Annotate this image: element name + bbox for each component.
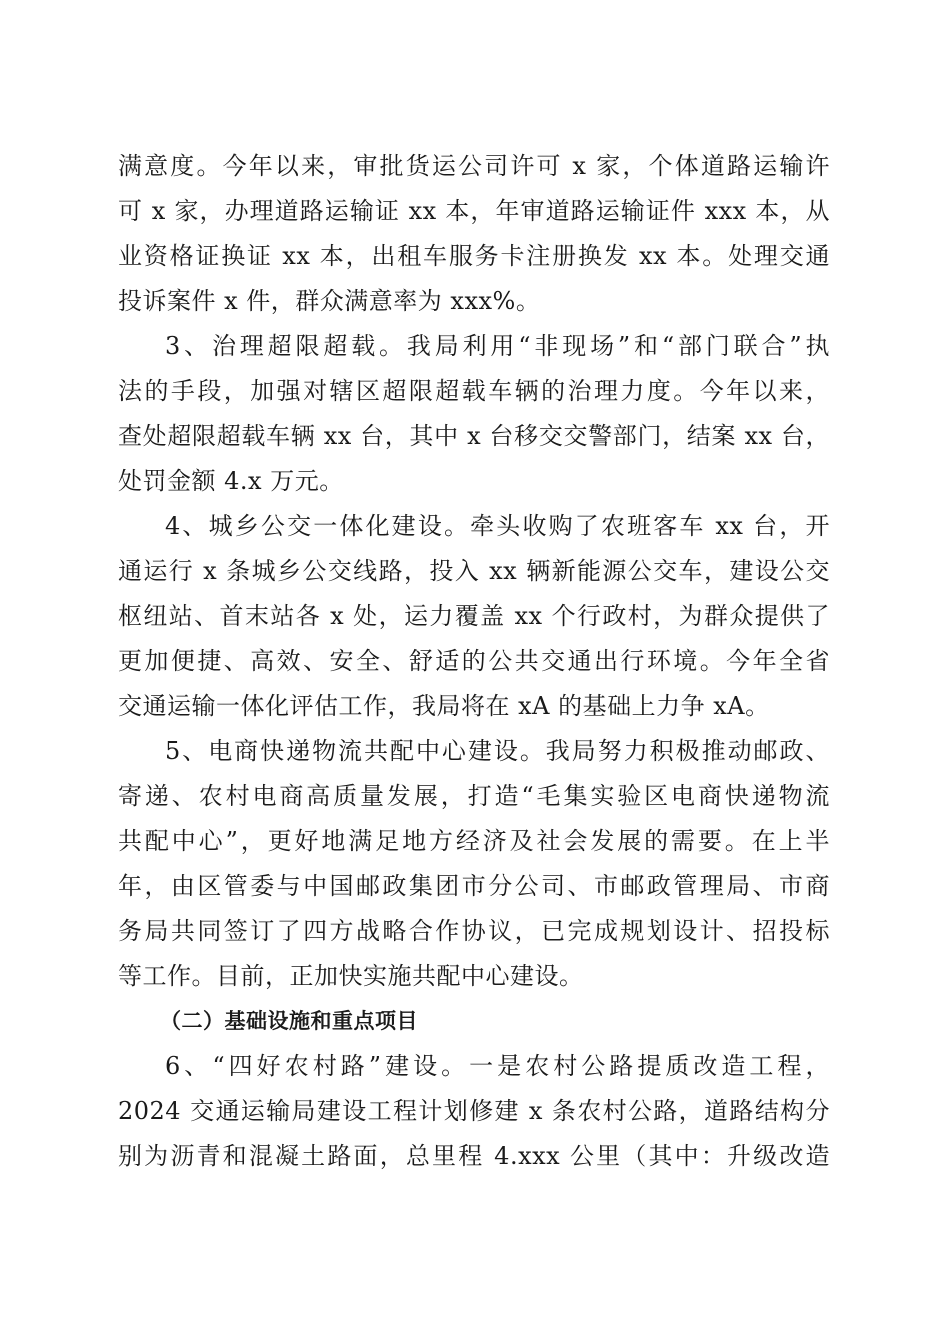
paragraph-4-first-line: 4、城乡公交一体化建设。牵头收购了农班客车 xx 台，开 — [165, 512, 830, 540]
text-line: 法的手段，加强对辖区超限超载车辆的治理力度。今年以来， — [118, 377, 830, 405]
text-line: 务局共同签订了四方战略合作协议，已完成规划设计、招投标 — [118, 917, 830, 945]
text-line: 别为沥青和混凝土路面，总里程 4.xxx 公里（其中：升级改造 — [118, 1142, 830, 1170]
text-line: 2024 交通运输局建设工程计划修建 x 条农村公路，道路结构分 — [118, 1097, 830, 1125]
text-line: 年，由区管委与中国邮政集团市分公司、市邮政管理局、市商 — [118, 872, 830, 900]
section-heading: （二）基础设施和重点项目 — [160, 1009, 418, 1033]
text-line: 交通运输一体化评估工作，我局将在 xA 的基础上力争 xA。 — [118, 692, 770, 720]
text-line: 等工作。目前，正加快实施共配中心建设。 — [118, 962, 584, 990]
text-line: 通运行 x 条城乡公交线路，投入 xx 辆新能源公交车，建设公交 — [118, 557, 830, 585]
text-line: 更加便捷、高效、安全、舒适的公共交通出行环境。今年全省 — [118, 647, 830, 675]
paragraph-5-first-line: 5、电商快递物流共配中心建设。我局努力积极推动邮政、 — [165, 737, 830, 765]
text-line: 业资格证换证 xx 本，出租车服务卡注册换发 xx 本。处理交通 — [118, 242, 830, 270]
paragraph-3-first-line: 3、治理超限超载。我局利用“非现场”和“部门联合”执 — [165, 332, 830, 360]
text-line: 可 x 家，办理道路运输证 xx 本，年审道路运输证件 xxx 本，从 — [118, 197, 830, 225]
paragraph-6-first-line: 6、“四好农村路”建设。一是农村公路提质改造工程， — [165, 1052, 830, 1080]
text-line: 查处超限超载车辆 xx 台，其中 x 台移交交警部门，结案 xx 台， — [118, 422, 830, 450]
text-line: 共配中心”，更好地满足地方经济及社会发展的需要。在上半 — [118, 827, 830, 855]
text-line: 满意度。今年以来，审批货运公司许可 x 家，个体道路运输许 — [118, 152, 830, 180]
text-line: 寄递、农村电商高质量发展，打造“毛集实验区电商快递物流 — [118, 782, 830, 810]
text-line: 投诉案件 x 件，群众满意率为 xxx%。 — [118, 287, 541, 315]
text-line: 枢纽站、首末站各 x 处，运力覆盖 xx 个行政村，为群众提供了 — [118, 602, 830, 630]
text-line: 处罚金额 4.x 万元。 — [118, 467, 344, 495]
